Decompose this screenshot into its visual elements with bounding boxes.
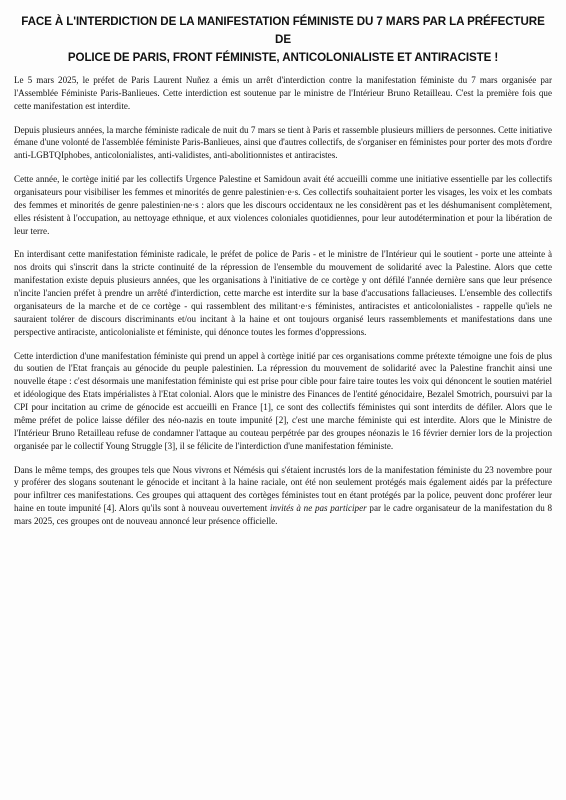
paragraph-3: Cette année, le cortège initié par les collectifs Urgence Palestine et Samidoun avait été accueilli comme une initiative essentielle par les collectifs organisateurs pour visibiliser les femmes et minorités de genre palestinien·e·s. Ces collectifs souhaitaient porter les visages, les voix et les combats des femmes et minorités de genre palestinien·ne·s : alors que les discours occidentaux ne les considèrent pas et les déshumanisent complètement, elles résistent à l'occupation, au nettoyage ethnique, et aux violences coloniales quotidiennes, pour leur autodétermination et pour la libération de leur terre. <box>14 174 552 236</box>
page-title <box>18 13 548 67</box>
title-line-1: FACE À L'INTERDICTION DE LA MANIFESTATION FÉMINISTE DU 7 MARS PAR LA PRÉFECTURE DE <box>21 15 545 46</box>
document-body <box>14 74 552 539</box>
paragraph-6 <box>14 464 552 529</box>
paragraph-5: Cette interdiction d'une manifestation féministe qui prend un appel à cortège initié par ces organisations comme prétexte témoigne une fois de plus du soutien de l'Etat français au génocide du peuple palestinien. La répression du mouvement de solidarité avec la Palestine franchit ainsi une nouvelle étape : c'est désormais une manifestation féministe qui est prise pour cible pour faire taire toutes les voix qui dénoncent le soutien matériel et idéologique des Etats impérialistes à l'Etat colonial. Alors que le ministre des Finances de l'entité génocidaire, Bezalel Smotrich, poursuivi par la CPI pour incitation au crime de génocide est accueilli en France [1], ce sont des collectifs féministes qui sont interdits de défiler. Alors que le même préfet de police laisse défiler des néo-nazis en toute impunité [2], c'est une marche féministe qui est interdite. Alors que le Ministre de l'Intérieur Bruno Retailleau refuse de condamner l'attaque au couteau perpétrée par des groupes néonazis le 16 février dernier lors de la projection organisée par le collectif Young Struggle [3], il se félicite de l'interdiction d'une manifestation féministe. <box>14 350 552 451</box>
paragraph-6-italic-text: invités à ne pas participer <box>269 503 367 514</box>
paragraph-6-text-start: Dans le même temps, des groupes tels que Nous vivrons et Némésis qui s'étaient incrustés lors de la manifestation féministe du 23 novembre pour y proférer des slogans soutenant le génocide et incitant à la haine raciale, ont été non seulement protégés mais également aidés par la préfecture pour infiltrer ces manifestations. Ces groupes qui attaquent des cortèges féministes tout en étant protégés par la police, peuvent donc proférer leur haine en toute impunité [4]. Alors qu'ils sont à nouveau ouvertement <box>14 464 552 514</box>
title-line-2: POLICE DE PARIS, FRONT FÉMINISTE, ANTICOLONIALISTE ET ANTIRACISTE ! <box>67 51 499 64</box>
paragraph-2: Depuis plusieurs années, la marche féministe radicale de nuit du 7 mars se tient à Paris et rassemble plusieurs milliers de personnes. Cette initiative émane d'une volonté de l'assemblée féministe Paris-Banlieues, ainsi que d'autres collectifs, de s'organiser en féministes pour porter des mots d'ordre anti-LGBTQIphobes, anticolonialistes, anti-validistes, anti-abolitionnistes et antiracistes. <box>14 124 552 161</box>
paragraph-6-text-end: par le cadre organisateur de la manifestation du 8 mars 2025, ces groupes ont de nouveau annoncé leur présence officielle. <box>14 503 552 527</box>
paragraph-1: Le 5 mars 2025, le préfet de Paris Laurent Nuñez a émis un arrêt d'interdiction contre la manifestation féministe du 7 mars organisée par l'Assemblée Féministe Paris-Banlieues. Cette interdiction est soutenue par le ministre de l'Intérieur Bruno Retailleau. C'est la première fois que cette manifestation est interdite. <box>14 75 552 111</box>
paragraph-4: En interdisant cette manifestation féministe radicale, le préfet de police de Paris - et le ministre de l'Intérieur qui le soutient - porte une atteinte à nos droits qui s'inscrit dans la stricte continuité de la répression de l'ensemble du mouvement de solidarité avec la Palestine. Alors que cette manifestation existe depuis plusieurs années, que les organisations à l'initiative de ce cortège y ont défilé l'année dernière sans que leur présence n'incite l'ancien préfet à prendre un arrêté d'interdiction, cette marche est interdite sur la base d'accusations fallacieuses. L'ensemble des collectifs organisateurs de la marche et de ce cortège - qui rassemblent des militant·e·s féministes, antiracistes et anticolonialistes - rappelle qu'iels ne sauraient tolérer de discours discriminants et/ou incitant à la haine et ont toujours organisé leurs rassemblements et manifestations dans une perspective antiraciste, anticolonialiste et féministe, qui dénonce toutes les formes d'oppressions. <box>14 249 552 337</box>
